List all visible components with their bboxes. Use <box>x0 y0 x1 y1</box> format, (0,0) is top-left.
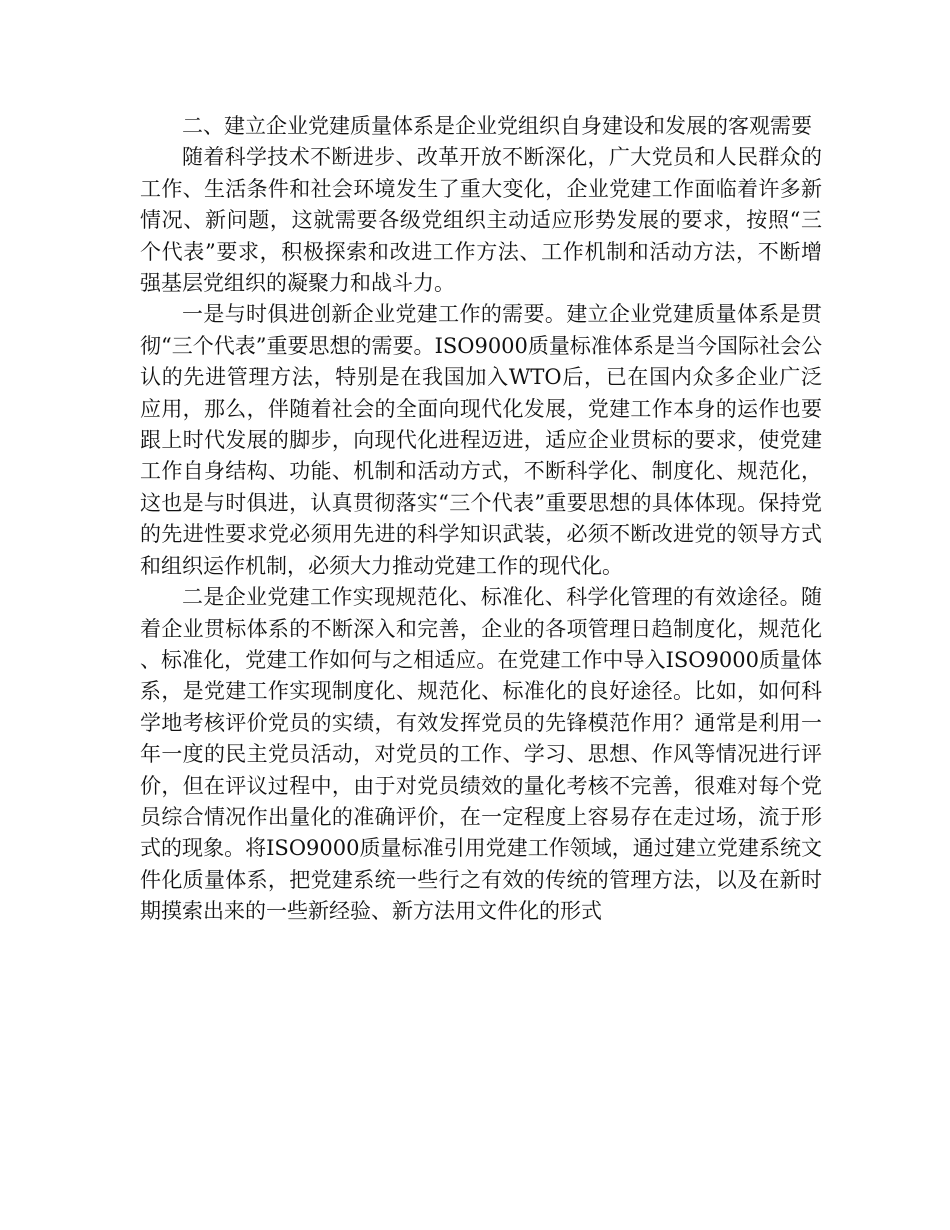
body-paragraph: 一是与时俱进创新企业党建工作的需要。建立企业党建质量体系是贯彻“三个代表”重要思想的需要。ISO9000质量标准体系是当今国际社会公认的先进管理方法，特别是在我国加入WTO后，已在国内众多企业广泛应用，那么，伴随着社会的全面向现代化发展，党建工作本身的运作也要跟上时代发展的脚步，向现代化进程迈进，适应企业贯标的要求，使党建工作自身结构、功能、机制和活动方式，不断科学化、制度化、规范化，这也是与时俱进，认真贯彻落实“三个代表”重要思想的具体体现。保持党的先进性要求党必须用先进的科学知识武装，必须不断改进党的领导方式和组织运作机制，必须大力推动党建工作的现代化。 <box>140 302 822 578</box>
section-heading: 二、建立企业党建质量体系是企业党组织自身建设和发展的客观需要 <box>182 114 812 138</box>
document-body <box>140 111 822 928</box>
body-paragraph: 随着科学技术不断进步、改革开放不断深化，广大党员和人民群众的工作、生活条件和社会环境发生了重大变化，企业党建工作面临着许多新情况、新问题，这就需要各级党组织主动适应形势发展的要求，按照“三个代表”要求，积极探索和改进工作方法、工作机制和活动方法，不断增强基层党组织的凝聚力和战斗力。 <box>140 145 822 296</box>
body-paragraph: 二是企业党建工作实现规范化、标准化、科学化管理的有效途径。随着企业贯标体系的不断深入和完善，企业的各项管理日趋制度化，规范化、标准化，党建工作如何与之相适应。在党建工作中导入ISO9000质量体系，是党建工作实现制度化、规范化、标准化的良好途径。比如，如何科学地考核评价党员的实绩，有效发挥党员的先锋模范作用？通常是利用一年一度的民主党员活动，对党员的工作、学习、思想、作风等情况进行评价，但在评议过程中，由于对党员绩效的量化考核不完善，很难对每个党员综合情况作出量化的准确评价，在一定程度上容易存在走过场，流于形式的现象。将ISO9000质量标准引用党建工作领域，通过建立党建系统文件化质量体系，把党建系统一些行之有效的传统的管理方法，以及在新时期摸索出来的一些新经验、新方法用文件化的形式 <box>140 585 822 924</box>
